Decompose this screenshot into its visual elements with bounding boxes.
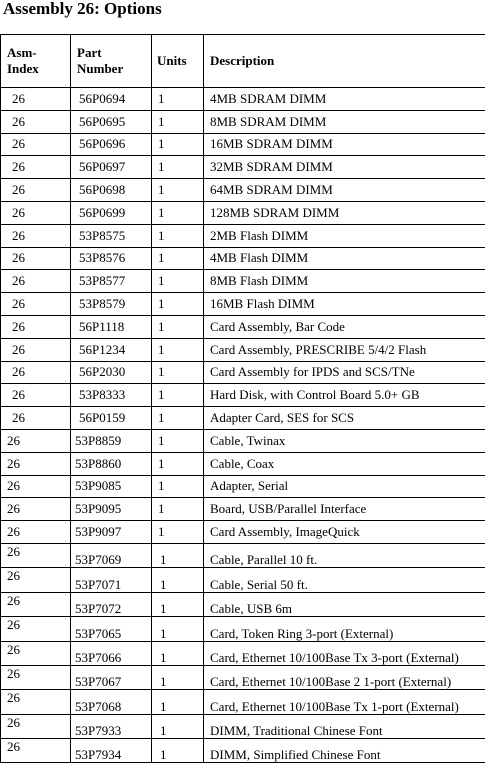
- description-cell: 2MB Flash DIMM: [204, 224, 485, 247]
- asm-index-cell: 26: [1, 407, 71, 430]
- part-number-cell: 53P7067: [71, 665, 152, 689]
- units-cell: 1: [152, 429, 204, 452]
- description-cell: Cable, Twinax: [204, 429, 485, 452]
- asm-index-cell: 26: [1, 384, 71, 407]
- table-row: [1, 429, 485, 452]
- asm-index-cell: 26: [1, 592, 71, 616]
- table-row: [1, 315, 485, 338]
- part-number-cell: 56P0694: [71, 88, 152, 111]
- part-number-cell: 56P0698: [71, 179, 152, 202]
- units-cell: 1: [152, 156, 204, 179]
- table-row: [1, 475, 485, 498]
- part-number-cell: 53P8576: [71, 247, 152, 270]
- asm-index-header-label: Asm- Index: [7, 45, 39, 76]
- description-cell: Board, USB/Parallel Interface: [204, 498, 485, 521]
- description-cell: Card, Ethernet 10/100Base 2 1-port (External): [204, 665, 485, 689]
- table-row: [1, 338, 485, 361]
- table-row: [1, 88, 485, 111]
- part-number-cell: 53P7068: [71, 690, 152, 714]
- column-header-part-number: [71, 35, 152, 88]
- asm-index-cell: 26: [1, 338, 71, 361]
- asm-index-cell: 26: [1, 475, 71, 498]
- table-row: [1, 568, 485, 592]
- description-cell: Card Assembly, ImageQuick: [204, 521, 485, 544]
- table-row: [1, 384, 485, 407]
- part-number-cell: 53P7933: [71, 714, 152, 738]
- part-number-cell: 53P9097: [71, 521, 152, 544]
- table-body: [1, 88, 485, 763]
- units-cell: 1: [152, 338, 204, 361]
- description-cell: Cable, USB 6m: [204, 592, 485, 616]
- description-cell: 4MB Flash DIMM: [204, 247, 485, 270]
- table-row: [1, 270, 485, 293]
- table-row: [1, 690, 485, 714]
- description-cell: 16MB Flash DIMM: [204, 293, 485, 316]
- part-number-cell: 53P8333: [71, 384, 152, 407]
- units-cell: 1: [152, 110, 204, 133]
- description-cell: Adapter, Serial: [204, 475, 485, 498]
- description-cell: Card Assembly for IPDS and SCS/TNe: [204, 361, 485, 384]
- part-number-cell: 56P0697: [71, 156, 152, 179]
- description-cell: Card, Ethernet 10/100Base Tx 1-port (External): [204, 690, 485, 714]
- table-row: [1, 452, 485, 475]
- table-row: [1, 739, 485, 763]
- table-row: [1, 156, 485, 179]
- table-row: [1, 201, 485, 224]
- description-cell: 4MB SDRAM DIMM: [204, 88, 485, 111]
- part-number-cell: 53P7065: [71, 617, 152, 641]
- column-header-description: Description: [204, 35, 485, 88]
- part-number-cell: 56P0695: [71, 110, 152, 133]
- units-cell: 1: [152, 270, 204, 293]
- units-cell: 1: [152, 452, 204, 475]
- part-number-cell: 53P8860: [71, 452, 152, 475]
- table-header-row: [1, 35, 485, 88]
- asm-index-cell: 26: [1, 133, 71, 156]
- part-number-cell: 56P0699: [71, 201, 152, 224]
- table-row: [1, 641, 485, 665]
- table-row: [1, 543, 485, 567]
- asm-index-cell: 26: [1, 739, 71, 763]
- description-cell: DIMM, Simplified Chinese Font: [204, 739, 485, 763]
- part-number-cell: 56P2030: [71, 361, 152, 384]
- asm-index-cell: 26: [1, 156, 71, 179]
- units-cell: 1: [152, 133, 204, 156]
- asm-index-cell: 26: [1, 521, 71, 544]
- units-cell: 1: [152, 739, 204, 763]
- part-number-cell: 53P9095: [71, 498, 152, 521]
- units-cell: 1: [152, 88, 204, 111]
- description-cell: Card, Ethernet 10/100Base Tx 3-port (External): [204, 641, 485, 665]
- description-cell: Cable, Parallel 10 ft.: [204, 543, 485, 567]
- part-number-cell: 53P8575: [71, 224, 152, 247]
- part-number-cell: 53P7071: [71, 568, 152, 592]
- table-row: [1, 665, 485, 689]
- description-cell: Card Assembly, PRESCRIBE 5/4/2 Flash: [204, 338, 485, 361]
- description-cell: 32MB SDRAM DIMM: [204, 156, 485, 179]
- description-cell: 8MB Flash DIMM: [204, 270, 485, 293]
- asm-index-cell: 26: [1, 201, 71, 224]
- asm-index-cell: 26: [1, 315, 71, 338]
- part-number-cell: 53P8577: [71, 270, 152, 293]
- units-cell: 1: [152, 617, 204, 641]
- part-number-cell: 53P8859: [71, 429, 152, 452]
- asm-index-cell: 26: [1, 110, 71, 133]
- asm-index-cell: 26: [1, 429, 71, 452]
- table-row: [1, 407, 485, 430]
- asm-index-cell: 26: [1, 543, 71, 567]
- asm-index-cell: 26: [1, 452, 71, 475]
- asm-index-cell: 26: [1, 361, 71, 384]
- description-cell: Card Assembly, Bar Code: [204, 315, 485, 338]
- units-cell: 1: [152, 293, 204, 316]
- asm-index-cell: 26: [1, 179, 71, 202]
- asm-index-cell: 26: [1, 714, 71, 738]
- part-number-cell: 56P1234: [71, 338, 152, 361]
- part-number-cell: 53P7934: [71, 739, 152, 763]
- table-row: [1, 361, 485, 384]
- table-row: [1, 592, 485, 616]
- description-cell: 64MB SDRAM DIMM: [204, 179, 485, 202]
- asm-index-cell: 26: [1, 617, 71, 641]
- description-cell: Cable, Coax: [204, 452, 485, 475]
- description-cell: 16MB SDRAM DIMM: [204, 133, 485, 156]
- units-cell: 1: [152, 475, 204, 498]
- units-cell: 1: [152, 384, 204, 407]
- part-number-cell: 53P8579: [71, 293, 152, 316]
- description-cell: Cable, Serial 50 ft.: [204, 568, 485, 592]
- table-row: [1, 521, 485, 544]
- part-number-cell: 53P7066: [71, 641, 152, 665]
- table-row: [1, 617, 485, 641]
- asm-index-cell: 26: [1, 690, 71, 714]
- units-cell: 1: [152, 179, 204, 202]
- units-cell: 1: [152, 568, 204, 592]
- description-cell: Adapter Card, SES for SCS: [204, 407, 485, 430]
- units-cell: 1: [152, 592, 204, 616]
- description-cell: Hard Disk, with Control Board 5.0+ GB: [204, 384, 485, 407]
- column-header-asm-index: [1, 35, 71, 88]
- units-cell: 1: [152, 543, 204, 567]
- units-cell: 1: [152, 247, 204, 270]
- asm-index-cell: 26: [1, 88, 71, 111]
- description-cell: 8MB SDRAM DIMM: [204, 110, 485, 133]
- description-cell: Card, Token Ring 3-port (External): [204, 617, 485, 641]
- part-number-cell: 53P9085: [71, 475, 152, 498]
- units-cell: 1: [152, 361, 204, 384]
- asm-index-cell: 26: [1, 293, 71, 316]
- part-number-cell: 53P7069: [71, 543, 152, 567]
- units-cell: 1: [152, 641, 204, 665]
- page-title: Assembly 26: Options: [3, 0, 162, 19]
- asm-index-cell: 26: [1, 498, 71, 521]
- units-cell: 1: [152, 201, 204, 224]
- description-cell: DIMM, Traditional Chinese Font: [204, 714, 485, 738]
- asm-index-cell: 26: [1, 641, 71, 665]
- table-row: [1, 293, 485, 316]
- units-cell: 1: [152, 224, 204, 247]
- units-cell: 1: [152, 407, 204, 430]
- asm-index-cell: 26: [1, 224, 71, 247]
- units-cell: 1: [152, 665, 204, 689]
- description-cell: 128MB SDRAM DIMM: [204, 201, 485, 224]
- table-row: [1, 110, 485, 133]
- table-row: [1, 498, 485, 521]
- table-row: [1, 179, 485, 202]
- units-cell: 1: [152, 690, 204, 714]
- asm-index-cell: 26: [1, 270, 71, 293]
- table-row: [1, 224, 485, 247]
- asm-index-cell: 26: [1, 568, 71, 592]
- units-cell: 1: [152, 498, 204, 521]
- part-number-cell: 56P0696: [71, 133, 152, 156]
- table-row: [1, 133, 485, 156]
- table-row: [1, 247, 485, 270]
- part-number-cell: 56P0159: [71, 407, 152, 430]
- part-number-header-label: Part Number: [77, 45, 123, 76]
- part-number-cell: 53P7072: [71, 592, 152, 616]
- part-number-cell: 56P1118: [71, 315, 152, 338]
- column-header-units: Units: [152, 35, 204, 88]
- asm-index-cell: 26: [1, 665, 71, 689]
- units-cell: 1: [152, 315, 204, 338]
- units-cell: 1: [152, 714, 204, 738]
- table-row: [1, 714, 485, 738]
- units-cell: 1: [152, 521, 204, 544]
- asm-index-cell: 26: [1, 247, 71, 270]
- parts-table: [0, 34, 485, 763]
